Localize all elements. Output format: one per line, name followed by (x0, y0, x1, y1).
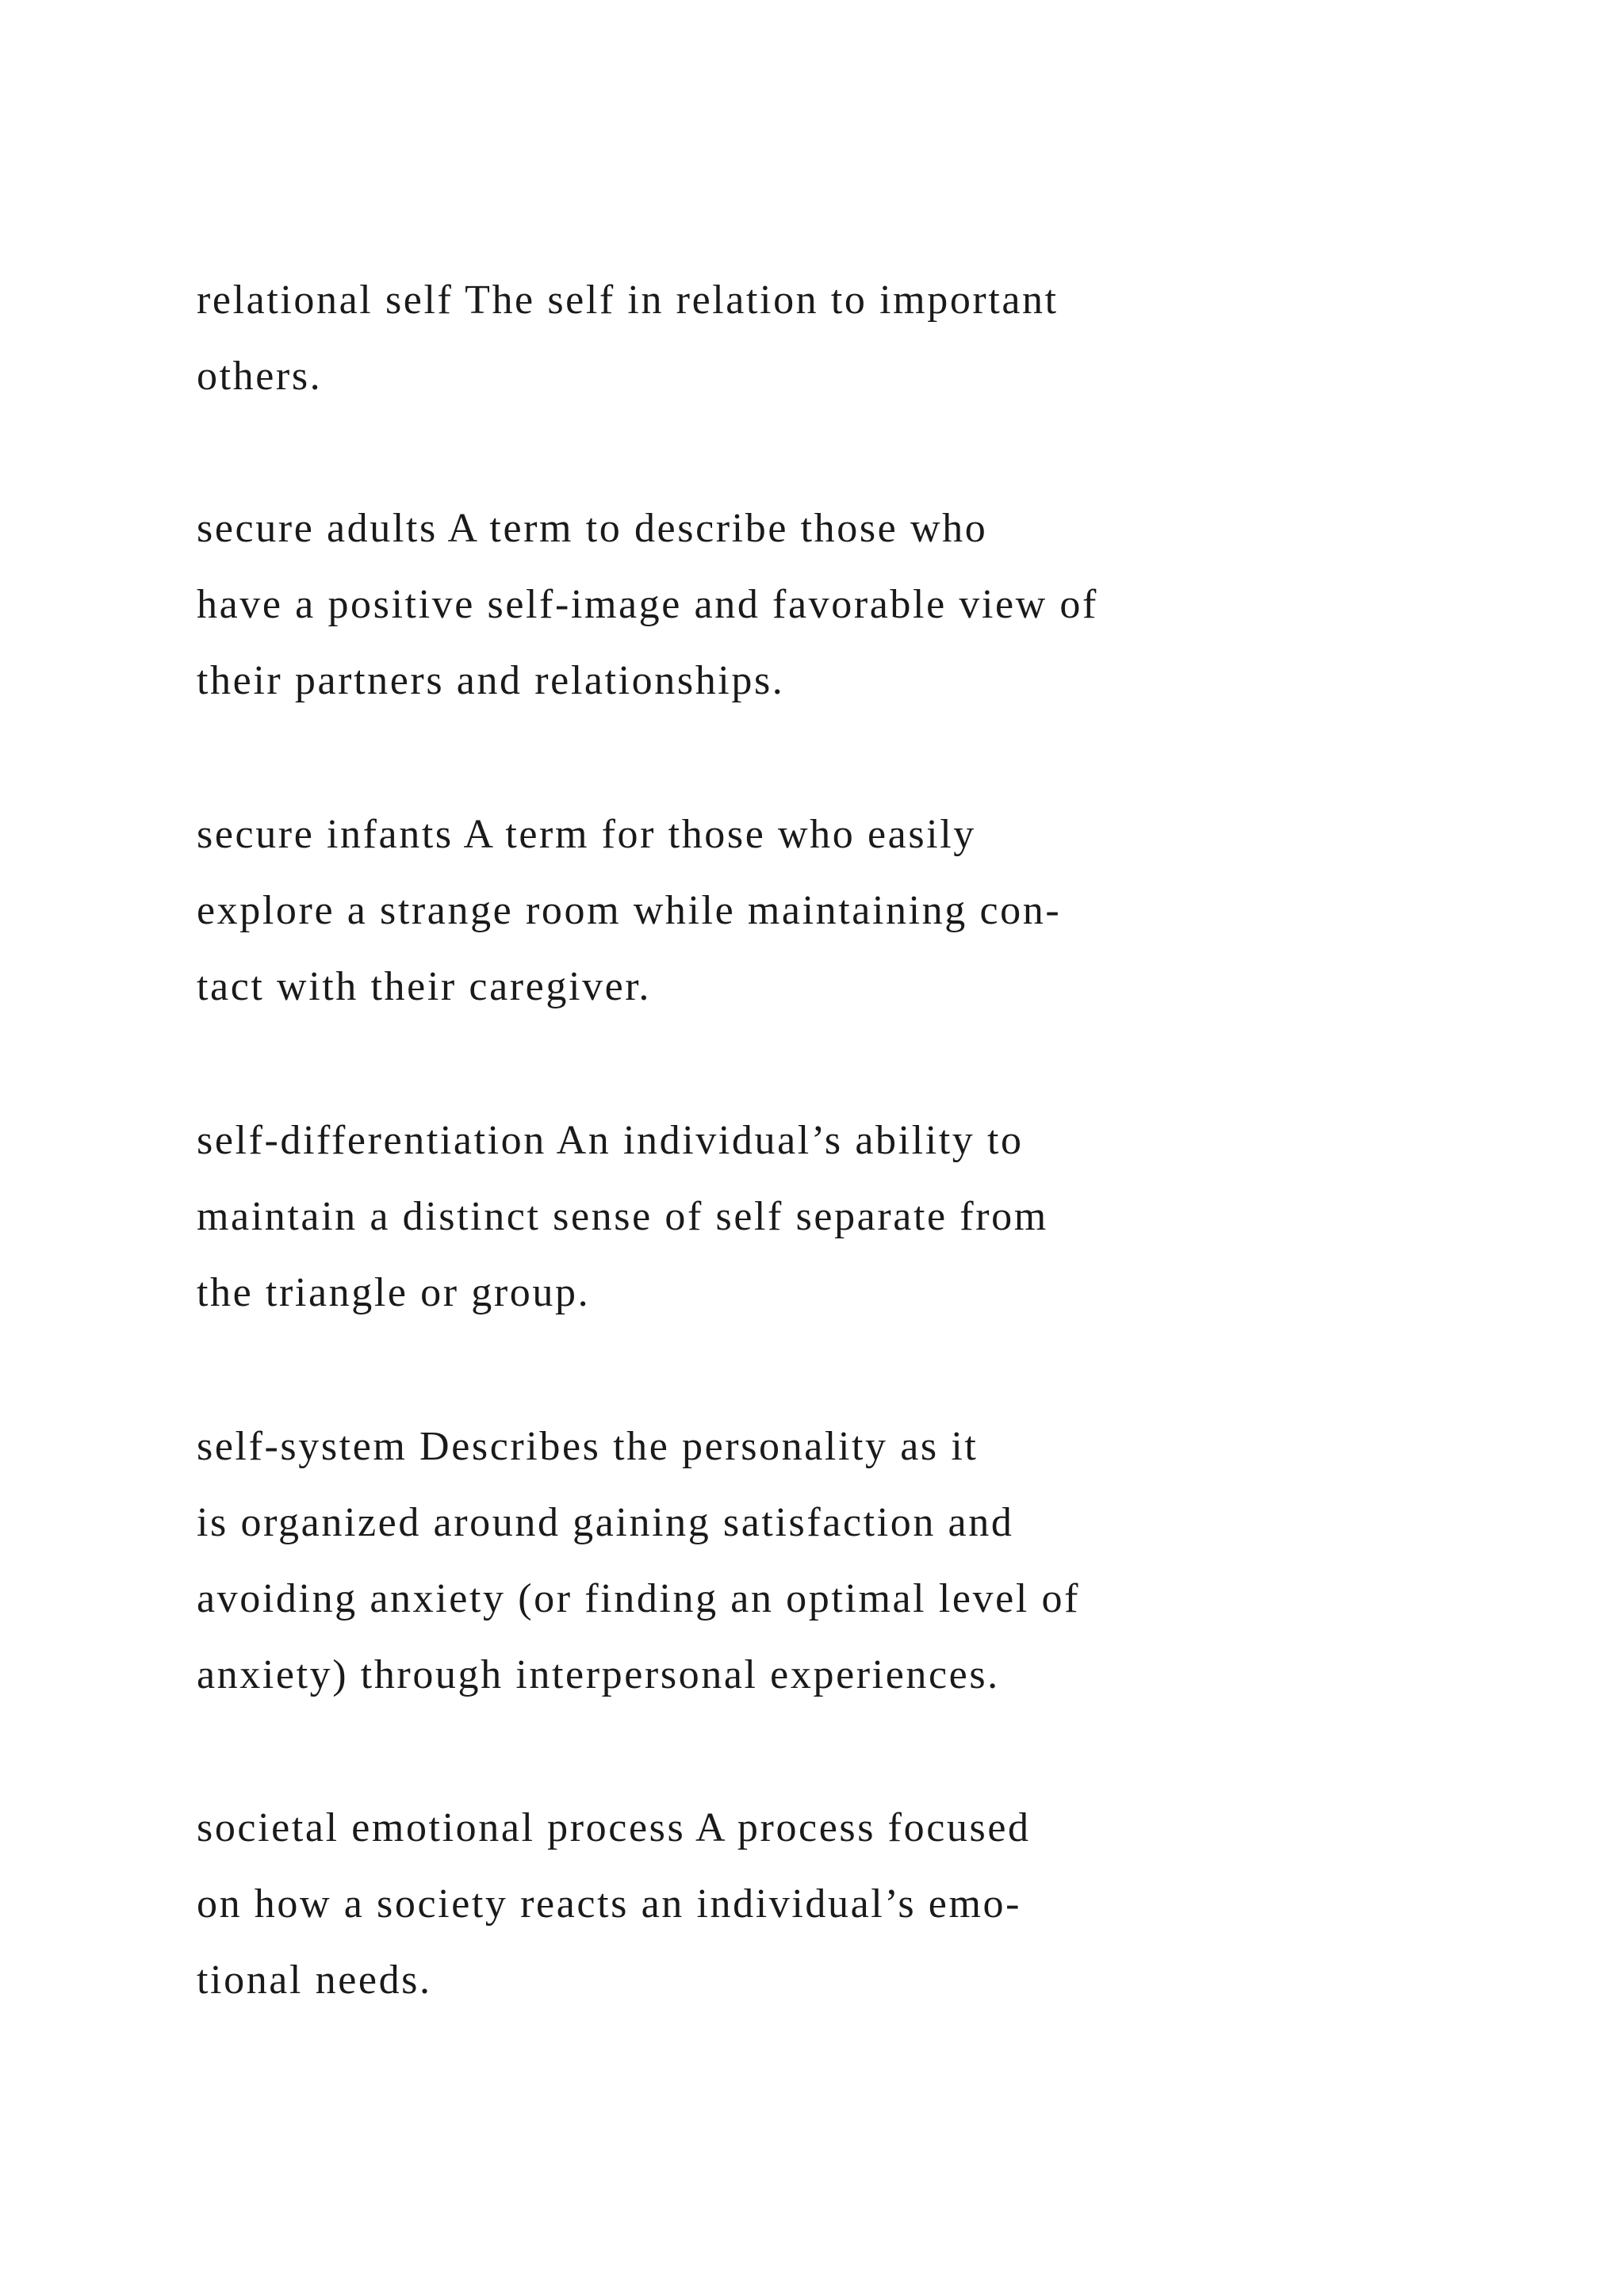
entry-line: societal emotional process A process focused (197, 1805, 1031, 1850)
entry-line: secure infants A term for those who easily (197, 812, 976, 857)
entry-line: tact with their caregiver. (197, 964, 651, 1009)
entry-line: on how a society reacts an individual’s emo- (197, 1881, 1022, 1927)
entry-line: relational self The self in relation to important (197, 277, 1059, 323)
entry-line: explore a strange room while maintaining con- (197, 888, 1062, 933)
entry-line: secure adults A term to describe those who (197, 506, 988, 551)
entry-line: self-system Describes the personality as it (197, 1424, 979, 1469)
entry-line: self-differentiation An individual’s ability to (197, 1118, 1024, 1163)
entry-line: anxiety) through interpersonal experiences. (197, 1652, 1000, 1697)
document-page (197, 0, 1545, 2296)
entry-line: others. (197, 354, 323, 399)
entry-line: avoiding anxiety (or finding an optimal level of (197, 1576, 1080, 1621)
entry-line: is organized around gaining satisfaction and (197, 1500, 1014, 1545)
entry-line: maintain a distinct sense of self separate from (197, 1194, 1048, 1239)
entry-line: their partners and relationships. (197, 658, 785, 703)
entry-line: tional needs. (197, 1957, 432, 2003)
entry-line: the triangle or group. (197, 1270, 591, 1315)
entry-line: have a positive self-image and favorable view of (197, 582, 1098, 627)
